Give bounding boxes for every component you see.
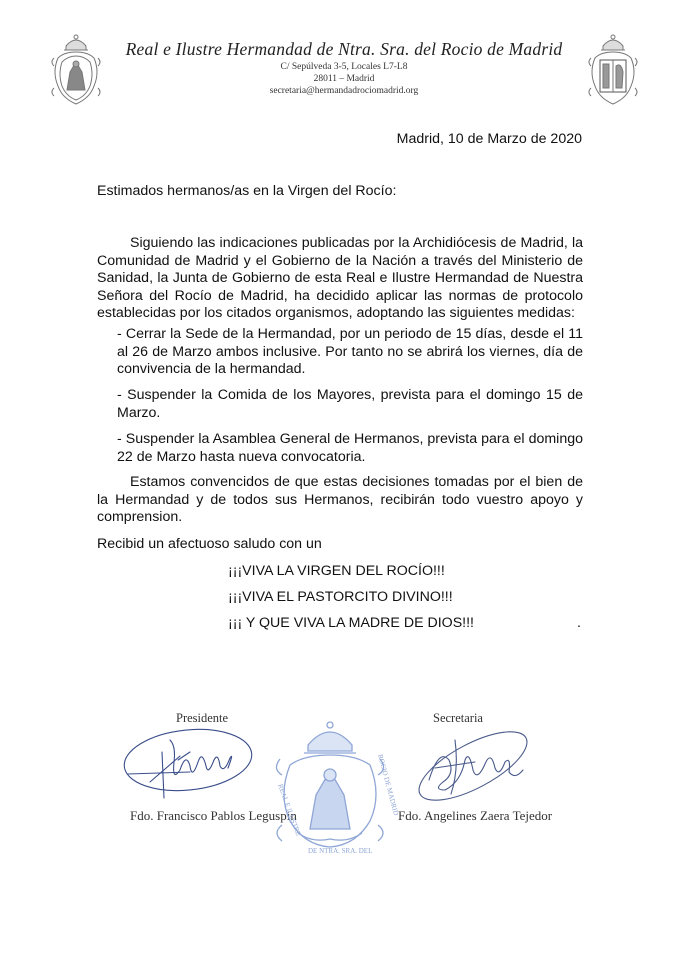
secretary-name: Fdo. Angelines Zaera Tejedor (398, 808, 553, 823)
virgin-crest-icon (48, 32, 104, 108)
seal-text: ROCIO DE MADRID (376, 753, 401, 817)
letterhead-address: C/ Sepúlveda 3-5, Locales L7-L8 (280, 62, 408, 72)
cheer-line: ¡¡¡VIVA EL PASTORCITO DIVINO!!! (228, 589, 453, 605)
cheer-line: ¡¡¡ Y QUE VIVA LA MADRE DE DIOS!!! (228, 615, 474, 631)
measure-item: - Suspender la Asamblea General de Hermanos, prevista para el domingo 22 de Marzo hasta nueva convocatoria. (117, 431, 583, 465)
brotherhood-seal (268, 715, 401, 855)
closing-paragraph: Estamos convencidos de que estas decisiones tomadas por el bien de la Hermandad y de todos sus Hermanos, recibirán todo vuestro apoyo y comprension. (97, 474, 583, 526)
letterhead-email: secretaria@hermandadrociomadrid.org (269, 86, 419, 96)
secretary-signature (415, 720, 545, 810)
measure-item: - Suspender la Comida de los Mayores, prevista para el domingo 15 de Marzo. (117, 387, 583, 421)
secretary-label: Secretaria (433, 711, 483, 725)
letterhead-title: Real e Ilustre Hermandad de Ntra. Sra. del Rocio de Madrid (125, 39, 563, 59)
letterhead-postal-city: 28011 – Madrid (313, 74, 375, 84)
intro-paragraph: Siguiendo las indicaciones publicadas por la Archidiócesis de Madrid, la Comunidad de Madrid y el Gobierno de la Nación a través del Ministerio de Sanidad, la Junta de Gobierno de esta Real e Ilustre Hermandad de Nuestra Señora del Rocío de Madrid, ha decidido aplicar las normas de protocolo establecidas por los citados organismos, adoptando las siguientes medidas: (97, 235, 583, 322)
seal-text: REAL E ILUSTRE (276, 782, 303, 837)
letter-salutation: Estimados hermanos/as en la Virgen del Rocío: (97, 183, 397, 199)
president-name: Fdo. Francisco Pablos Leguspin (130, 808, 297, 823)
president-signature (120, 722, 260, 802)
measure-item: - Cerrar la Sede de la Hermandad, por un periodo de 15 días, desde el 11 al 26 de Marzo ambos inclusive. Por tanto no se abrirá los viernes, día de convivencia de la hermandad. (117, 326, 583, 378)
greeting-line: Recibid un afectuoso saludo con un (97, 536, 322, 552)
letter-date: Madrid, 10 de Marzo de 2020 (396, 131, 582, 147)
president-label: Presidente (176, 711, 229, 725)
coat-of-arms-crest-icon (585, 32, 641, 108)
seal-text: DE NTRA. SRA. DEL (308, 847, 373, 855)
cheer-line: ¡¡¡VIVA LA VIRGEN DEL ROCÍO!!! (228, 563, 445, 579)
trailing-dot: . (577, 615, 581, 631)
